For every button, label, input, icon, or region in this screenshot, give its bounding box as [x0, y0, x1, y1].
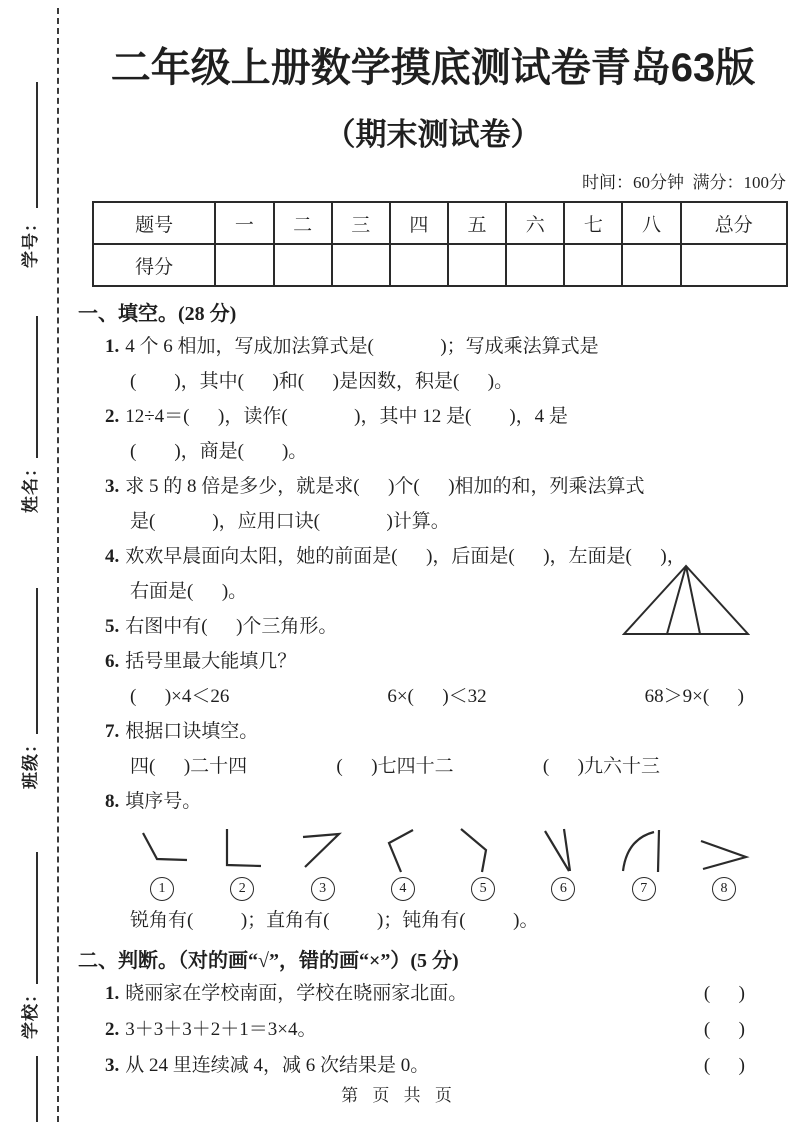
question-2-number: 2.: [105, 406, 120, 427]
question-4-number: 4.: [105, 546, 120, 567]
paper-content: [78, 0, 788, 1084]
question-7-text: 根据口诀填空。: [125, 721, 259, 742]
name-label: 姓名：: [21, 459, 40, 513]
class-write-line: [36, 588, 38, 734]
section2-heading: 二、判断。（对的画“√”，错的画“×”）(5 分): [78, 950, 459, 972]
score-cell: [564, 244, 622, 286]
header-cell-total: 总分: [681, 202, 787, 244]
student-id-write-line: [36, 82, 38, 208]
judge-item-3: [78, 1048, 788, 1084]
question-1-line-1: [78, 329, 788, 364]
name-write-line: [36, 316, 38, 458]
judge-item-2-blank: ( ): [703, 1019, 745, 1040]
angle-figure-8: [696, 827, 752, 901]
acute-angle-icon: [375, 827, 431, 873]
question-2-text: 12÷4＝( )，读作( )，其中 12 是( )，4 是: [125, 406, 568, 427]
question-6-expressions: [78, 679, 788, 714]
judge-item-2-statement: 3＋3＋3＋2＋1＝3×4。: [125, 1019, 317, 1040]
question-1-line-2: ( )，其中( )和( )是因数，积是( )。: [130, 371, 514, 392]
question-3-line-2: 是( )，应用口诀( )计算。: [130, 511, 450, 532]
score-table-header-row: [93, 202, 787, 244]
question-3-text: 求 5 的 8 倍是多少，就是求( )个( )相加的和，列乘法算式: [125, 476, 645, 497]
angle-figure-2: [214, 827, 270, 901]
question-8-answer-line: 锐角有( )；直角有( )；钝角有( )。: [130, 910, 539, 931]
small-acute-angle-icon: [696, 827, 752, 873]
inequality-expression-2: 6×( )＜32: [387, 686, 487, 707]
judge-item-3-number: 3.: [105, 1055, 120, 1076]
question-1-number: 1.: [105, 336, 120, 357]
figure-2-label: 2: [230, 877, 254, 901]
question-8-text: 填序号。: [125, 791, 202, 812]
mnemonic-1: 四( )二十四: [130, 756, 248, 777]
question-6-number: 6.: [105, 651, 120, 672]
inequality-expression-3: 68＞9×( ): [644, 686, 744, 707]
judge-item-3-blank: ( ): [703, 1055, 745, 1076]
header-cell-question-no: 题号: [93, 202, 215, 244]
question-4-line-2: 右面是( )。: [130, 581, 248, 602]
obtuse-angle-icon: [455, 827, 511, 873]
school-label: 学校：: [21, 985, 40, 1039]
score-row-label: 得分: [93, 244, 215, 286]
curved-angle-icon: [616, 827, 672, 873]
narrow-acute-angle-icon: [535, 827, 591, 873]
school-write-line: [36, 852, 38, 984]
mnemonic-2: ( )七四十二: [336, 756, 454, 777]
header-cell-7: 七: [564, 202, 622, 244]
figure-1-label: 1: [150, 877, 174, 901]
time-and-score-meta: 时间：60分钟 满分：100分: [582, 173, 786, 192]
angle-figure-3: [295, 827, 351, 901]
mnemonic-3: ( )九六十三: [542, 756, 660, 777]
figure-4-label: 4: [391, 877, 415, 901]
angle-figures-row: [78, 827, 788, 901]
question-8-number: 8.: [105, 791, 120, 812]
fold-dashed-line: [57, 8, 59, 1122]
header-cell-4: 四: [390, 202, 448, 244]
header-cell-5: 五: [448, 202, 506, 244]
question-2-line-1: [78, 399, 788, 434]
question-1-text: 4 个 6 相加，写成加法算式是( )；写成乘法算式是: [125, 336, 599, 357]
class-label: 班级：: [21, 735, 40, 789]
header-cell-2: 二: [274, 202, 332, 244]
score-table-score-row: [93, 244, 787, 286]
judge-item-3-statement: 从 24 里连续减 4，减 6 次结果是 0。: [125, 1055, 430, 1076]
inequality-expression-1: ( )×4＜26: [130, 686, 230, 707]
question-5-text: 右图中有( )个三角形。: [125, 616, 338, 637]
judge-item-2-number: 2.: [105, 1019, 120, 1040]
question-4-text: 欢欢早晨面向太阳，她的前面是( )，后面是( )，左面是( )，: [125, 546, 686, 567]
score-cell: [622, 244, 680, 286]
angle-figure-5: [455, 827, 511, 901]
score-cell: [390, 244, 448, 286]
student-id-label: 学号：: [21, 214, 40, 268]
question-6-text: 括号里最大能填几？: [125, 651, 297, 672]
question-6-line-1: [78, 644, 788, 679]
question-7-line-1: [78, 714, 788, 749]
paper-subtitle: （期末测试卷）: [324, 117, 542, 152]
header-cell-1: 一: [215, 202, 273, 244]
judge-item-1-text: [105, 976, 467, 1012]
header-cell-3: 三: [332, 202, 390, 244]
header-cell-8: 八: [622, 202, 680, 244]
score-cell: [215, 244, 273, 286]
section1-heading: 一、填空。(28 分): [78, 303, 237, 325]
question-2-line-2: ( )，商是( )。: [130, 441, 308, 462]
score-cell: [332, 244, 390, 286]
judge-item-3-text: [105, 1048, 429, 1084]
figure-3-label: 3: [311, 877, 335, 901]
figure-5-label: 5: [471, 877, 495, 901]
question-8-line-1: [78, 784, 788, 819]
angle-figure-4: [375, 827, 431, 901]
right-angle-icon: [214, 827, 270, 873]
figure-8-label: 8: [712, 877, 736, 901]
judge-item-2-text: [105, 1012, 316, 1048]
question-3-number: 3.: [105, 476, 120, 497]
score-cell: [274, 244, 332, 286]
triangle-figure: [622, 563, 750, 638]
header-cell-6: 六: [506, 202, 564, 244]
judge-item-1-blank: ( ): [703, 983, 745, 1004]
question-7-number: 7.: [105, 721, 120, 742]
figure-7-label: 7: [632, 877, 656, 901]
score-cell: [448, 244, 506, 286]
angle-figure-7: [616, 827, 672, 901]
page-footer: 第 页 共 页: [341, 1086, 452, 1105]
judge-item-1-number: 1.: [105, 983, 120, 1004]
score-table: [92, 201, 788, 287]
obtuse-angle-icon: [134, 827, 190, 873]
question-3-line-1: [78, 469, 788, 504]
score-cell: [506, 244, 564, 286]
angle-figure-1: [134, 827, 190, 901]
judge-item-1-statement: 晓丽家在学校南面，学校在晓丽家北面。: [125, 983, 468, 1004]
figure-6-label: 6: [551, 877, 575, 901]
judge-item-1: [78, 976, 788, 1012]
paper-title: 二年级上册数学摸底测试卷青岛63版: [110, 46, 756, 90]
acute-angle-icon: [295, 827, 351, 873]
question-5-number: 5.: [105, 616, 120, 637]
judge-item-2: [78, 1012, 788, 1048]
angle-figure-6: [535, 827, 591, 901]
score-cell: [681, 244, 787, 286]
question-7-mnemonics: [78, 749, 788, 784]
